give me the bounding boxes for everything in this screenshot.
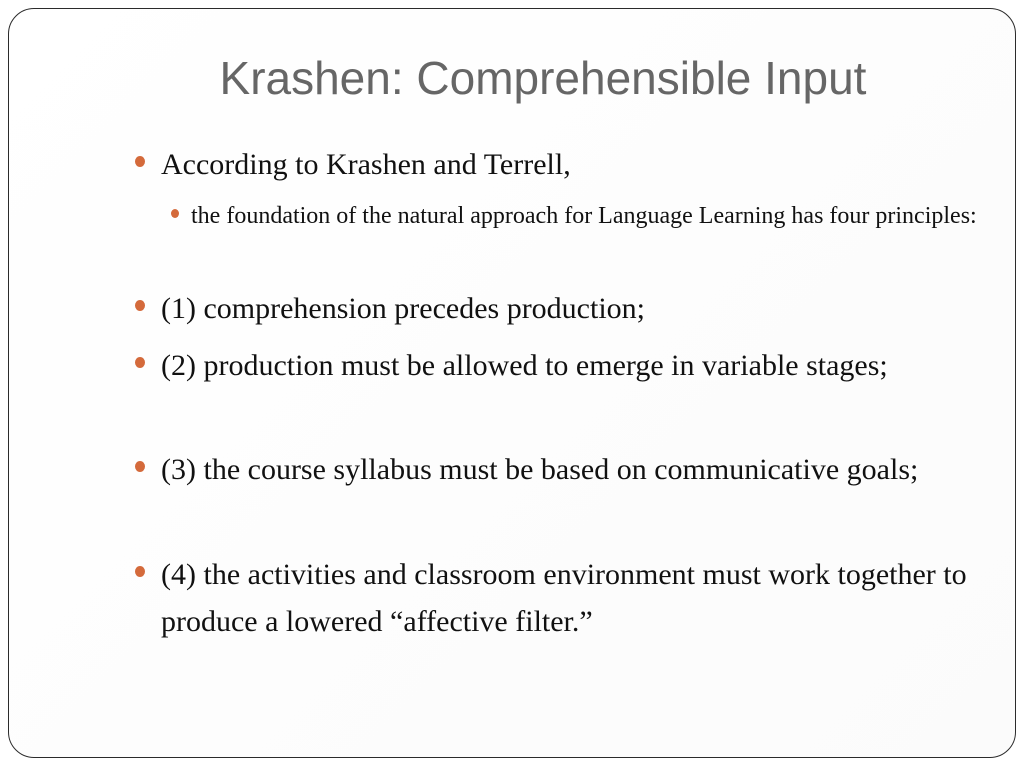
bullet-dot-icon [135,357,145,368]
bullet-text: (1) comprehension precedes production; [161,292,645,325]
slide-title: Krashen: Comprehensible Input [219,52,867,104]
bullet-item [161,141,971,188]
bullet-dot-icon [135,461,145,472]
bullet-text: According to Krashen and Terrell, [161,148,571,181]
sub-bullet-item [191,196,1011,236]
bullet-text: (4) the activities and classroom environment must work together to produce a lowered “affective filter.” [161,558,967,638]
bullet-dot-icon [135,300,145,311]
bullet-dot-icon [171,209,179,218]
bullet-item [161,551,971,645]
bullet-item [161,446,971,493]
bullet-dot-icon [135,156,145,167]
bullet-dot-icon [135,566,145,577]
bullet-item [161,342,971,389]
bullet-text: (2) production must be allowed to emerge in variable stages; [161,349,888,382]
bullet-text: (3) the course syllabus must be based on communicative goals; [161,453,919,486]
sub-bullet-text: the foundation of the natural approach for Language Learning has four principles: [191,203,977,229]
bullet-item [161,285,971,332]
